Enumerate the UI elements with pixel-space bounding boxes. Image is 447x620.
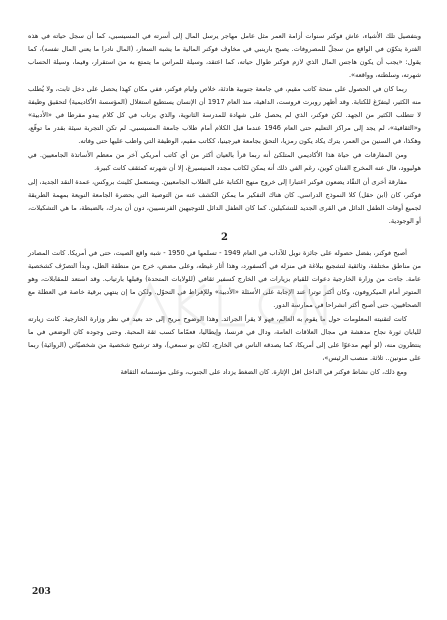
paragraph: أصبح فوكنر، بفضل حصوله على جائزة نوبل للآداب في العام 1949 - تسلمها في 1950 - شبه واقع الصيت، حتى في أمريكا. كانت المصادر من مناطق مختلفة، وثائقية لتشجيع ببلاغة في منزله في أكسفورد، وهذا أثار غيظه، وعلى مضض، خرج من منطقة الظل، وبدأ التصرّف كشخصية عامة. جاءت من وزارة الخارجية دعوات للقيام بزيارات في الخارج كسفير ثقافي (للولايات المتحدة) وقبلها بارتياب. وقد استعد للمقابلات، وهو المتوتر أمام الميكروفون، وكان أكثر توترا عند الإجابة على الأسئلة «الأدبية» وللإفراط في التحوّل. ولكن ما إن ينتهي برقية خاصة في العطلة مع الصحافيين، حتى أصبح أكثر انشراحا في ممارسة الدور. — [28, 249, 421, 309]
paragraph: ومن المفارقات في حياة هذا الأكاديمي المتلكئ أنه ربما قرأ بالعيان أكثر من أي كاتب أمريكي آخر من معظم الأساتذة الجامعيين. في هوليوود، قال عنه المخرج الفنان كوين، رغم الفي ذلك أنه يمكن لكاتب مجدد المنيسيرغ، إلا أن شهرته كمثقف كانت كبيرة. — [28, 151, 421, 172]
paragraph: كانت لتقنيته المعلومات حول ما يقوم به العالم، فهو لا يقرأ الجرائد. وهذا الوضوح مريح إلى حد بعيد في نظر وزارة الخارجية. كانت زيارته لليابان ثورة نجاح مدهشة في مجال العلاقات العامة، ودال في فرنسا، وإيطاليا، فعمّاما كسب ثقة المحبة. وحتى وجوده كان الوضعي في ما ينتظرون منه، (لو أنهم مدعوّا على إلى أمريكا، كما يصدقه الناس في الخارج، لكان بو سمعي)، وقد ترشيح شخصية من شخصيّاتي (الروائية) ربما على منونين.. ثلاثة. منصب الرئيس»، — [28, 315, 421, 362]
paragraph: ومع ذلك، كان نشاط فوكنر في الداخل اقل الإثارة. كان الضغط يزداد على الجنوب، وعلى مؤسساته الثقافة — [120, 368, 407, 376]
paragraph: وبتفصيل تلك الأشياء، عاش فوكنر سنوات أزامة العمر مثل عامل مهاجر يرسل المال إلى أسرته في المسيسبي، كما أن سجل حياته في هذه الفترة يتكوّن في الواقع من سجلّ للمصروفات. يصبح بارينبي في مخاوف فوكنر المالية ما يشبه السعار، (المال نادرا ما يعني المال نفسه)، كما يقول: «يجب أن يكون هاجس المال الذي لازم فوكنر طوال حياته، كما اعتقد، وسيلة للمراس ما يتمتع به من استقرار، وقيما، وسيلة الحساب شهرته، وسلطته، وواقعه». — [28, 32, 421, 79]
paragraph: مفارقة أخرى أن النقّاد يضعون فوكنر اعتبارا إلى خروج منهج الكتابة على الطلاب الجامعيين. ويستعمل كلينث بروكس، عمدة النقد الجديد، إلى فوكنر، كان (ابن حقل) كلا النموذج الدراسي. كان هناك التفكير ما يمكن الكشف عنه من التوصية التي بحضرة الجامعة النويعة بمهمة الطريقة لجميع أوقات الطفل الدائل في القرى الجديد للتشكيلين. كما كان الطفل الدائل للتوجيهين الفرنسيين، دون أن يدرك، بالضبطة، ما هي التشكيلات، أو الوجودية. — [28, 178, 421, 225]
section-number: 2 — [221, 232, 228, 243]
paragraph: ربما كان في الحصول على منحة كاتب مقيم، في جامعة جنوبية هادئة، خلاص وليام فوكنر، ففي مكان كهذا يحصل على دخل ثابت، ولا يُطلب منه الكثير، ليتفرّغ للكتابة. وقد أظهر روبرت فروست، الداهية، منذ العام 1917 أن الإنسان يستطيع استغلال (المؤسسة الأكاديمية) لتحقيق وظيفة لا تتطلب الكثير من الجهد. لكن فوكنر، الذي لم يحصل على شهادة للمدرسة الثانوية، والذي يرتاب في كل كلام يبدو مفرطا في «الأدبية» و«الثقافية»، لم يجد إلى مراكز التعليم حتى العام 1946 عندما قبل الكلام أمام طلاب جامعة المسيسبي. لم تكن التجربة سيئة بقدر ما توقّع، وهكذا، في السنين من العمر، يترك يكاد يكون رمزيا، التحق بجامعة فيرجينيا، ككاتب مقيم، الوظيفة التي واظب عليها حتى وفاته. — [28, 85, 422, 145]
document-page — [28, 30, 421, 380]
page-number: 203 — [32, 587, 51, 597]
